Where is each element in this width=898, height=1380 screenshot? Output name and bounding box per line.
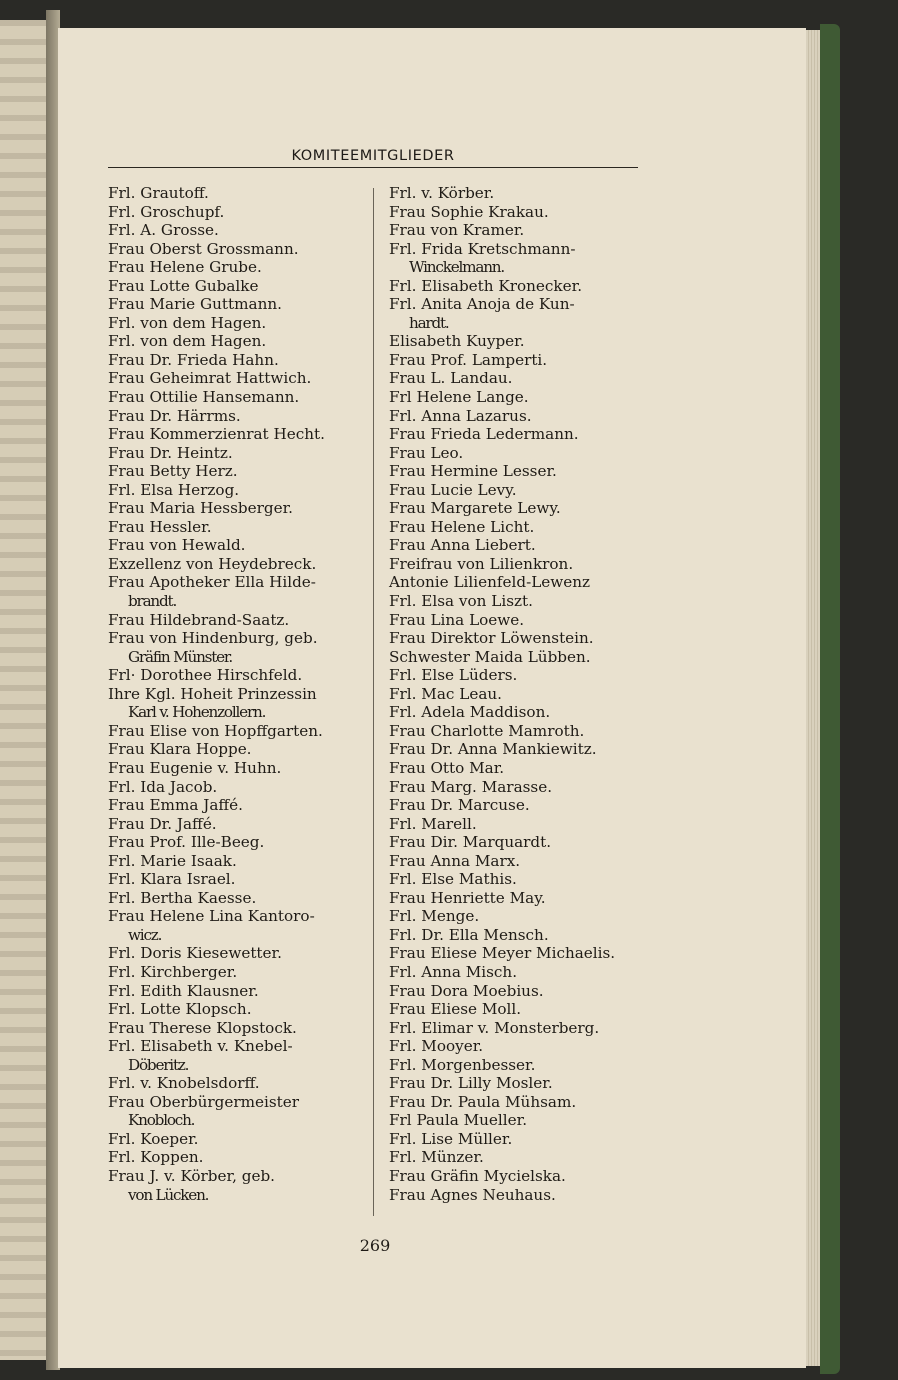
member-entry xyxy=(108,536,360,555)
member-entry xyxy=(108,685,360,722)
member-entry xyxy=(389,1056,639,1075)
member-entry-line: Frau Dr. Frieda Hahn. xyxy=(108,350,279,369)
member-entry-line: Frl. Groschupf. xyxy=(108,202,225,221)
member-entry-line: Frl. Morgenbesser. xyxy=(389,1055,536,1074)
member-entry-line: Frau Frieda Ledermann. xyxy=(389,425,579,444)
member-entry-continuation: Karl v. Hohenzollern. xyxy=(128,703,266,722)
member-entry-line: Frau Dir. Marquardt. xyxy=(389,833,552,852)
page-header: KOMITEEMITGLIEDER xyxy=(291,148,455,164)
member-entry xyxy=(108,778,360,797)
member-entry xyxy=(389,1000,639,1019)
member-entry xyxy=(389,944,639,963)
member-entry xyxy=(108,1000,360,1019)
member-entry xyxy=(108,221,360,240)
member-entry-line: Frau Therese Klopstock. xyxy=(108,1018,297,1037)
member-entry xyxy=(389,203,639,222)
member-entry xyxy=(108,870,360,889)
member-entry xyxy=(108,573,360,610)
member-entry-line: Frl. Bertha Kaesse. xyxy=(108,888,257,907)
member-entry-line: Frl. Lotte Klopsch. xyxy=(108,1000,252,1019)
member-entry-line: Frl. Anita Anoja de Kun- xyxy=(389,295,575,314)
member-entry-line: Frau Lotte Gubalke xyxy=(108,276,259,295)
member-entry xyxy=(389,666,639,685)
member-entry-line: Frl. Münzer. xyxy=(389,1148,484,1167)
member-entry xyxy=(389,1074,639,1093)
member-entry-line: Frau Dr. Jaffé. xyxy=(108,814,217,833)
member-entry xyxy=(389,518,639,537)
member-entry xyxy=(389,462,639,481)
member-entry xyxy=(108,258,360,277)
member-entry xyxy=(389,759,639,778)
member-entry-line: Frl. Frida Kretschmann- xyxy=(389,239,576,258)
member-entry-line: Frau von Kramer. xyxy=(389,221,525,240)
member-entry-line: Frl Helene Lange. xyxy=(389,388,529,407)
member-entry xyxy=(108,481,360,500)
member-entry-continuation: Knobloch. xyxy=(128,1111,195,1130)
member-entry-line: Frau von Hewald. xyxy=(108,536,246,555)
member-entry xyxy=(108,1167,360,1204)
member-entry-line: Frl. Klara Israel. xyxy=(108,870,236,889)
member-entry-line: Frau Marg. Marasse. xyxy=(389,777,553,796)
member-entry-line: Freifrau von Lilienkron. xyxy=(389,554,574,573)
member-entry-line: Frau Otto Mar. xyxy=(389,758,505,777)
member-entry-line: Frl. Edith Klausner. xyxy=(108,981,259,1000)
left-column xyxy=(108,184,360,1204)
member-entry xyxy=(389,555,639,574)
member-entry-line: Frau Elise von Hopffgarten. xyxy=(108,721,323,740)
member-entry-line: Frl. Elsa von Liszt. xyxy=(389,592,533,611)
member-entry-line: Frl. Else Mathis. xyxy=(389,870,517,889)
member-entry-line: Frau Anna Liebert. xyxy=(389,536,536,555)
member-entry xyxy=(389,240,639,277)
member-entry xyxy=(389,926,639,945)
member-entry xyxy=(389,184,639,203)
member-entry xyxy=(108,815,360,834)
member-entry xyxy=(389,573,639,592)
member-entry-line: Frau Dr. Heintz. xyxy=(108,443,233,462)
member-entry-line: Frau Hildebrand-Saatz. xyxy=(108,610,290,629)
member-entry xyxy=(389,295,639,332)
member-entry xyxy=(108,295,360,314)
member-entry xyxy=(108,1019,360,1038)
member-entry-line: Frau Hermine Lesser. xyxy=(389,462,557,481)
member-entry-line: Frau Ottilie Hansemann. xyxy=(108,388,300,407)
member-entry xyxy=(389,815,639,834)
member-entry-line: Frl. Elimar v. Monsterberg. xyxy=(389,1018,600,1037)
member-entry xyxy=(389,592,639,611)
member-entry xyxy=(108,1037,360,1074)
member-entry xyxy=(108,351,360,370)
member-entry xyxy=(108,499,360,518)
member-entry xyxy=(389,351,639,370)
member-entry-line: Frau Margarete Lewy. xyxy=(389,499,561,518)
member-entry-continuation: Winckelmann. xyxy=(409,258,504,277)
member-entry xyxy=(108,462,360,481)
member-entry-line: Frau Kommerzienrat Hecht. xyxy=(108,425,325,444)
member-entry-line: Frau Eliese Moll. xyxy=(389,1000,522,1019)
page-block-edge xyxy=(806,30,820,1366)
member-entry xyxy=(108,852,360,871)
member-entry xyxy=(108,1074,360,1093)
member-entry-line: Frl. Doris Kiesewetter. xyxy=(108,944,282,963)
member-entry-continuation: Gräfin Münster. xyxy=(128,647,232,666)
member-entry-line: Frl. Menge. xyxy=(389,907,480,926)
right-column xyxy=(389,184,639,1204)
member-entry-line: Frau Apotheker Ella Hilde- xyxy=(108,573,316,592)
member-entry xyxy=(389,722,639,741)
member-entry-line: Frl. Lise Müller. xyxy=(389,1129,513,1148)
member-entry-line: Frl Paula Mueller. xyxy=(389,1111,528,1130)
member-entry xyxy=(389,796,639,815)
member-entry xyxy=(389,332,639,351)
member-entry-line: Frau Eugenie v. Huhn. xyxy=(108,758,282,777)
member-entry xyxy=(389,369,639,388)
member-entry xyxy=(108,833,360,852)
member-entry xyxy=(108,1093,360,1130)
member-entry-line: Frau Emma Jaffé. xyxy=(108,796,243,815)
member-entry-line: Frau Charlotte Mamroth. xyxy=(389,721,585,740)
member-entry xyxy=(108,796,360,815)
member-entry-line: Frau Helene Lina Kantoro- xyxy=(108,907,315,926)
member-entry xyxy=(389,1167,639,1186)
member-entry-line: Elisabeth Kuyper. xyxy=(389,332,525,351)
member-entry xyxy=(389,1186,639,1205)
member-entry-line: Frau Henriette May. xyxy=(389,888,546,907)
member-entry-line: Frau Agnes Neuhaus. xyxy=(389,1185,556,1204)
member-entry-line: Frau Gräfin Mycielska. xyxy=(389,1166,566,1185)
member-entry xyxy=(389,1148,639,1167)
book-cover-spine xyxy=(820,24,840,1374)
member-entry-continuation: wicz. xyxy=(128,925,162,944)
facing-page-text-ghost xyxy=(0,20,46,1360)
member-entry-continuation: brandt. xyxy=(128,592,177,611)
member-entry-line: Frau Klara Hoppe. xyxy=(108,740,252,759)
member-entry-continuation: hardt. xyxy=(409,313,449,332)
member-entry-line: Frau Dr. Härrms. xyxy=(108,406,241,425)
member-entry-line: Frl. von dem Hagen. xyxy=(108,332,267,351)
member-entry-line: Exzellenz von Heydebreck. xyxy=(108,554,317,573)
member-entry-line: Ihre Kgl. Hoheit Prinzessin xyxy=(108,684,317,703)
member-entry xyxy=(389,221,639,240)
member-entry xyxy=(108,907,360,944)
member-entry-line: Frl. Grautoff. xyxy=(108,184,209,202)
member-entry-line: Frau Hessler. xyxy=(108,517,212,536)
member-entry xyxy=(108,203,360,222)
member-entry xyxy=(389,963,639,982)
member-entry-line: Frau von Hindenburg, geb. xyxy=(108,629,318,648)
member-entry xyxy=(389,889,639,908)
member-entry-line: Frau Anna Marx. xyxy=(389,851,521,870)
member-entry xyxy=(389,277,639,296)
member-entry-line: Frau Dr. Marcuse. xyxy=(389,796,530,815)
member-entry xyxy=(389,685,639,704)
member-entry-line: Frau Lucie Levy. xyxy=(389,480,517,499)
member-entry xyxy=(108,425,360,444)
member-entry xyxy=(389,833,639,852)
member-entry-line: Frau Marie Guttmann. xyxy=(108,295,282,314)
member-entry xyxy=(108,444,360,463)
member-entry xyxy=(389,778,639,797)
member-entry-line: Frau L. Landau. xyxy=(389,369,513,388)
member-entry-line: Frl. Marell. xyxy=(389,814,477,833)
member-entry-continuation: von Lücken. xyxy=(128,1185,209,1204)
member-entry xyxy=(108,889,360,908)
member-entry xyxy=(389,852,639,871)
member-entry xyxy=(389,1037,639,1056)
member-entry-line: Antonie Lilienfeld-Lewenz xyxy=(389,573,591,592)
member-entry xyxy=(389,1093,639,1112)
member-entry-line: Frl. Elisabeth v. Knebel- xyxy=(108,1037,293,1056)
member-entry-line: Frl. Elsa Herzog. xyxy=(108,480,240,499)
member-entry xyxy=(389,444,639,463)
member-entry-line: Frl. Koppen. xyxy=(108,1148,204,1167)
member-entry-line: Frl. Adela Maddison. xyxy=(389,703,551,722)
member-entry-line: Frl. Elisabeth Kronecker. xyxy=(389,276,583,295)
member-entry-line: Frl. Kirchberger. xyxy=(108,962,238,981)
member-entry xyxy=(108,963,360,982)
member-entry xyxy=(389,407,639,426)
member-entry xyxy=(108,407,360,426)
member-entry xyxy=(108,369,360,388)
member-entry xyxy=(108,722,360,741)
member-entry xyxy=(108,740,360,759)
member-entry xyxy=(108,184,360,203)
member-entry-line: Frl. Mac Leau. xyxy=(389,684,502,703)
member-entry-line: Frl. Koeper. xyxy=(108,1129,199,1148)
member-entry xyxy=(108,1130,360,1149)
column-divider xyxy=(373,188,374,1216)
member-entry-line: Frau Oberst Grossmann. xyxy=(108,239,299,258)
member-entry xyxy=(108,240,360,259)
member-entry xyxy=(108,314,360,333)
member-entry xyxy=(389,1019,639,1038)
facing-page-edge xyxy=(0,20,46,1360)
member-entry-line: Frau Sophie Krakau. xyxy=(389,202,549,221)
member-entry xyxy=(389,703,639,722)
member-entry xyxy=(389,870,639,889)
member-entry xyxy=(108,388,360,407)
member-entry-line: Frl. A. Grosse. xyxy=(108,221,219,240)
member-entry-line: Frau Geheimrat Hattwich. xyxy=(108,369,312,388)
member-entry-line: Frl. Dr. Ella Mensch. xyxy=(389,925,549,944)
member-entry xyxy=(108,629,360,666)
member-entry xyxy=(389,740,639,759)
member-entry xyxy=(108,518,360,537)
member-entry-line: Frau Direktor Löwenstein. xyxy=(389,629,594,648)
member-entry xyxy=(108,1148,360,1167)
member-entry-line: Frau Prof. Lamperti. xyxy=(389,350,548,369)
member-entry-line: Frau Helene Licht. xyxy=(389,517,535,536)
member-entry-line: Frl. Mooyer. xyxy=(389,1037,484,1056)
member-entry-line: Frau Prof. Ille-Beeg. xyxy=(108,833,265,852)
member-entry xyxy=(108,277,360,296)
member-entry xyxy=(389,648,639,667)
member-entry-continuation: Döberitz. xyxy=(128,1055,189,1074)
member-entry-line: Frau Betty Herz. xyxy=(108,462,238,481)
header-rule xyxy=(108,167,638,168)
member-entry xyxy=(389,982,639,1001)
member-entry-line: Frau Helene Grube. xyxy=(108,258,262,277)
member-entry xyxy=(389,481,639,500)
member-entry xyxy=(389,388,639,407)
member-entry-line: Frl. Anna Misch. xyxy=(389,962,518,981)
member-entry-line: Frau Oberbürgermeister xyxy=(108,1092,300,1111)
page-number: 269 xyxy=(359,1236,391,1255)
member-entry xyxy=(108,332,360,351)
member-entry-line: Frau Dora Moebius. xyxy=(389,981,544,1000)
member-entry-line: Frau Leo. xyxy=(389,443,464,462)
member-entry-line: Schwester Maida Lübben. xyxy=(389,647,591,666)
member-entry xyxy=(389,425,639,444)
member-entry xyxy=(108,982,360,1001)
member-entry xyxy=(108,666,360,685)
member-entry-line: Frau Eliese Meyer Michaelis. xyxy=(389,944,616,963)
member-entry-line: Frl. v. Körber. xyxy=(389,184,495,202)
member-entry xyxy=(389,536,639,555)
member-entry-line: Frl. v. Knobelsdorff. xyxy=(108,1074,260,1093)
member-entry xyxy=(108,555,360,574)
member-entry xyxy=(389,1111,639,1130)
member-entry-line: Frl. von dem Hagen. xyxy=(108,313,267,332)
member-entry-line: Frl. Ida Jacob. xyxy=(108,777,218,796)
member-entry xyxy=(389,499,639,518)
member-entry xyxy=(389,1130,639,1149)
member-entry-line: Frau Dr. Anna Mankiewitz. xyxy=(389,740,597,759)
member-entry-line: Frau J. v. Körber, geb. xyxy=(108,1166,276,1185)
member-entry-line: Frau Lina Loewe. xyxy=(389,610,525,629)
member-entry xyxy=(108,944,360,963)
member-entry-line: Frl. Marie Isaak. xyxy=(108,851,237,870)
member-entry-line: Frau Maria Hessberger. xyxy=(108,499,293,518)
member-entry-line: Frl. Anna Lazarus. xyxy=(389,406,532,425)
member-entry-line: Frl· Dorothee Hirschfeld. xyxy=(108,666,303,685)
member-entry-line: Frau Dr. Lilly Mosler. xyxy=(389,1074,553,1093)
member-entry xyxy=(389,907,639,926)
member-entry-line: Frau Dr. Paula Mühsam. xyxy=(389,1092,577,1111)
member-entry xyxy=(389,611,639,630)
member-entry xyxy=(108,759,360,778)
member-entry-line: Frl. Else Lüders. xyxy=(389,666,518,685)
member-entry xyxy=(389,629,639,648)
member-entry xyxy=(108,611,360,630)
